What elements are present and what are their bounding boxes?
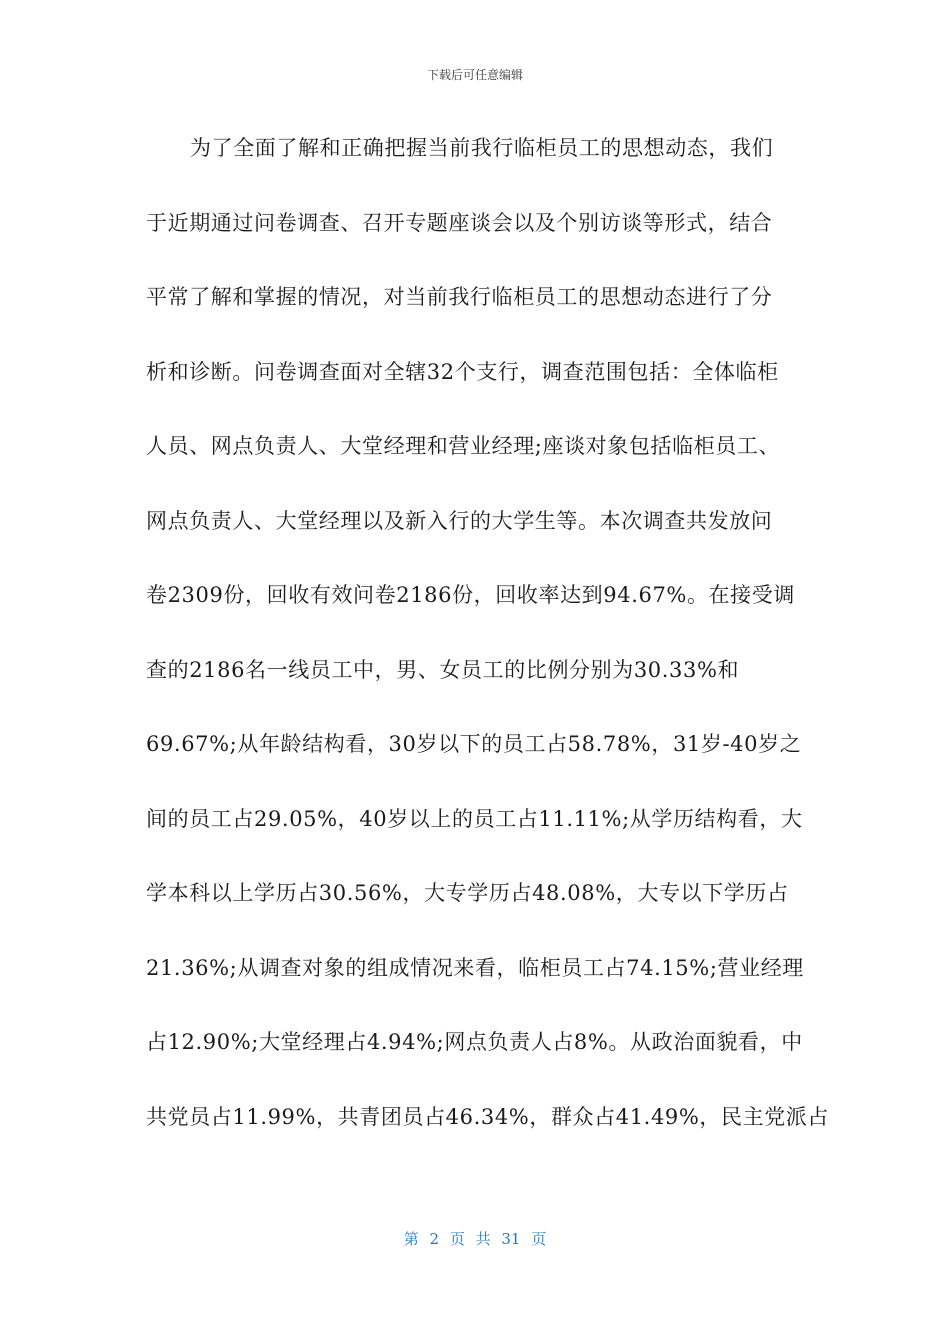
body-line-14: 共党员占11.99%，共青团员占46.34%，群众占41.49%，民主党派占	[146, 1104, 830, 1129]
body-line-6: 网点负责人、大堂经理以及新入行的大学生等。本次调查共发放问	[146, 508, 773, 533]
body-line-10: 间的员工占29.05%，40岁以上的员工占11.11%;从学历结构看，大	[146, 806, 803, 831]
body-line-5: 人员、网点负责人、大堂经理和营业经理;座谈对象包括临柜员工、	[146, 434, 781, 458]
body-line-11: 学本科以上学历占30.56%，大专学历占48.08%，大专以下学历占	[146, 881, 789, 905]
page-header-note: 下载后可任意编辑	[426, 68, 523, 82]
footer-suffix: 页	[531, 1230, 547, 1248]
footer-current-page: 2	[429, 1230, 440, 1248]
body-line-2: 于近期通过问卷调查、召开专题座谈会以及个别访谈等形式，结合	[146, 210, 773, 235]
body-line-7: 卷2309份，回收有效问卷2186份，回收率达到94.67%。在接受调	[146, 583, 795, 607]
body-line-8: 查的2186名一线员工中，男、女员工的比例分别为30.33%和	[146, 657, 740, 682]
body-line-13: 占12.90%;大堂经理占4.94%;网点负责人占8%。从政治面貌看，中	[146, 1030, 803, 1054]
page-footer	[0, 1228, 950, 1249]
footer-total-pages: 31	[501, 1230, 521, 1248]
footer-middle: 页 共	[449, 1230, 491, 1248]
body-line-9: 69.67%;从年龄结构看，30岁以下的员工占58.78%，31岁-40岁之	[146, 732, 802, 756]
footer-prefix: 第	[403, 1230, 419, 1248]
body-line-3: 平常了解和掌握的情况，对当前我行临柜员工的思想动态进行了分	[146, 285, 773, 309]
body-line-4: 析和诊断。问卷调查面对全辖32个支行，调查范围包括：全体临柜	[146, 359, 779, 384]
body-line-12: 21.36%;从调查对象的组成情况来看，临柜员工占74.15%;营业经理	[146, 955, 804, 980]
document-body	[146, 120, 830, 1163]
body-line-1: 为了全面了解和正确把握当前我行临柜员工的思想动态，我们	[190, 136, 774, 160]
